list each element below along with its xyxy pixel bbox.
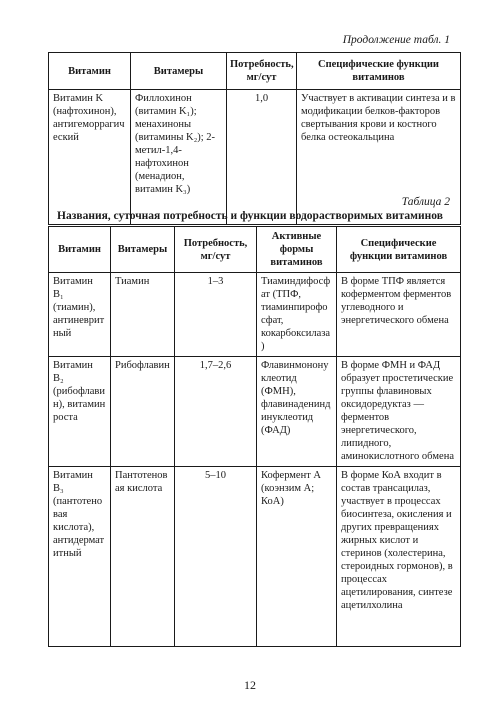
- cell-active-forms: Тиаминдифосфат (ТПФ, тиаминпирофосфат, кокарбоксилаза): [257, 273, 337, 357]
- header-functions: Специфические функции витаминов: [337, 227, 461, 273]
- table-2: [48, 226, 461, 647]
- cell-functions: В форме ТПФ является коферментом ферментов углеводного и энергетического обмена: [337, 273, 461, 357]
- cell-need: 1,0: [227, 90, 297, 225]
- header-active-forms: Активные формы витаминов: [257, 227, 337, 273]
- header-vitamers: Витамеры: [111, 227, 175, 273]
- cell-need: 5–10: [175, 467, 257, 647]
- continuation-label: Продолжение табл. 1: [342, 34, 450, 46]
- header-need: Потребность, мг/сут: [175, 227, 257, 273]
- table-2-title: Названия, суточная потребность и функции водорастворимых витаминов: [57, 210, 443, 222]
- cell-need: 1–3: [175, 273, 257, 357]
- cell-vitamin: Витамин B₁ (тиамин), антиневритный: [49, 273, 111, 357]
- table-2-number: Таблица 2: [401, 196, 450, 208]
- table-row: [49, 273, 461, 357]
- cell-vitamin: Витамин B₃ (пантотеновая кислота), антидерматитный: [49, 467, 111, 647]
- cell-vitamin: Витамин K (нафтохинон), антигеморрагический: [49, 90, 131, 225]
- table-2-header-row: [49, 227, 461, 273]
- table-row: [49, 90, 461, 225]
- cell-vitamers: Рибофлавин: [111, 357, 175, 467]
- cell-vitamers: Тиамин: [111, 273, 175, 357]
- page-number: 12: [244, 678, 256, 692]
- cell-vitamers: Филлохинон (витамин K₁); менахиноны (витамины K₂); 2-метил-1,4-нафтохинон (менадион, витамин K₃): [131, 90, 227, 225]
- header-need: Потребность, мг/сут: [227, 53, 297, 90]
- cell-active-forms: Флавинмононуклеотид (ФМН), флавинадениндинуклеотид (ФАД): [257, 357, 337, 467]
- cell-functions: В форме ФМН и ФАД образует простетические группы флавиновых оксидоредуктаз — ферментов энергетического, липидного, аминокислотного обмена: [337, 357, 461, 467]
- table-row: [49, 467, 461, 647]
- cell-need: 1,7–2,6: [175, 357, 257, 467]
- cell-vitamin: Витамин B₂ (рибофлавин), витамин роста: [49, 357, 111, 467]
- header-functions: Специфические функции витаминов: [297, 53, 461, 90]
- cell-functions: Участвует в активации синтеза и в модификации белков-факторов свертывания крови и костного белка остеокальцина: [297, 90, 461, 225]
- header-vitamin: Витамин: [49, 53, 131, 90]
- table-row: [49, 357, 461, 467]
- table-1-header-row: [49, 53, 461, 90]
- table-1: [48, 52, 461, 225]
- cell-vitamers: Пантотеновая кислота: [111, 467, 175, 647]
- cell-functions: В форме КоА входит в состав трансацилаз, участвует в процессах биосинтеза, окисления и других превращениях жирных кислот и стеринов (холестерина, стероидных гормонов), в процессах ацетилирования, синтезе ацетилхолина: [337, 467, 461, 647]
- cell-active-forms: Кофермент A (коэнзим A; КоА): [257, 467, 337, 647]
- header-vitamin: Витамин: [49, 227, 111, 273]
- header-vitamers: Витамеры: [131, 53, 227, 90]
